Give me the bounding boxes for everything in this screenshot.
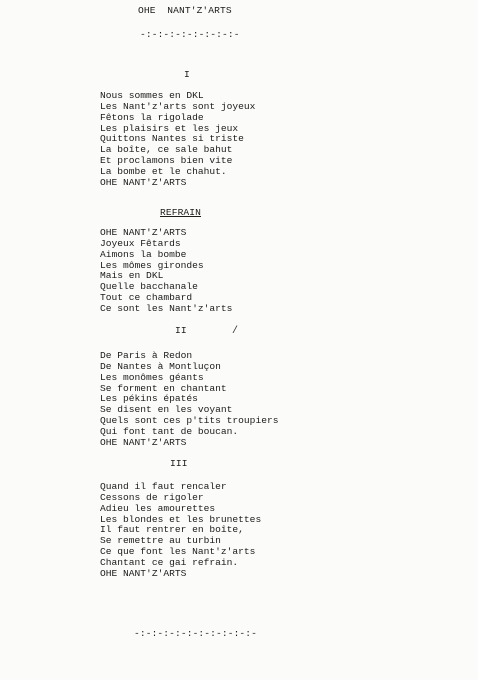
verse-line: OHE NANT'Z'ARTS: [100, 436, 187, 448]
verse-line: Ce que font les Nant'z'arts: [100, 546, 256, 558]
verse-line: Quittons Nantes si triste: [100, 133, 244, 145]
pen-mark: /: [232, 326, 239, 337]
verse-numeral-1: I: [184, 69, 190, 80]
verse-line: Se remettre au turbin: [100, 535, 221, 547]
verse-line: La bombe et le chahut.: [100, 165, 227, 177]
verse-line: Les pékins épatés: [100, 393, 198, 405]
verse-line: Quels sont ces p'tits troupiers: [100, 415, 279, 427]
verse-line: De Nantes à Montluçon: [100, 360, 221, 372]
verse-numeral-2: II: [175, 325, 187, 336]
verse-1: [100, 91, 255, 189]
verse-line: Les plaisirs et les jeux: [100, 122, 239, 134]
refrain-line: Joyeux Fêtards: [100, 237, 181, 249]
refrain-line: OHE NANT'Z'ARTS: [100, 227, 187, 238]
refrain-line: Tout ce chambard: [100, 292, 193, 304]
song-title: OHE NANT'Z'ARTS: [138, 5, 232, 16]
verse-line: Adieu les amourettes: [100, 502, 216, 514]
refrain-line: Mais en DKL: [100, 270, 164, 282]
separator-top: -:-:-:-:-:-:-:-:-: [140, 29, 240, 40]
verse-line: Se disent en les voyant: [100, 404, 233, 416]
refrain-line: Ce sont les Nant'z'arts: [100, 302, 233, 314]
separator-bottom: -:-:-:-:-:-:-:-:-:-:-: [134, 628, 258, 639]
refrain-heading: REFRAIN: [160, 207, 202, 218]
verse-line: Les monômes géants: [100, 371, 204, 383]
verse-line: Nous sommes en DKL: [100, 90, 204, 101]
verse-line: Cessons de rigoler: [100, 491, 204, 503]
verse-2: [100, 351, 278, 449]
verse-line: Chantant ce gai refrain.: [100, 556, 239, 568]
verse-line: OHE NANT'Z'ARTS: [100, 176, 187, 188]
verse-numeral-3: III: [170, 458, 188, 469]
verse-line: Les Nant'z'arts sont joyeux: [100, 100, 256, 112]
verse-line: Fêtons la rigolade: [100, 111, 204, 123]
verse-line: Quand il faut rencaler: [100, 481, 227, 492]
verse-line: OHE NANT'Z'ARTS: [100, 567, 187, 579]
verse-line: Se forment en chantant: [100, 382, 227, 394]
refrain-line: Aimons la bombe: [100, 248, 187, 260]
verse-line: La boîte, ce sale bahut: [100, 144, 233, 156]
verse-line: Les blondes et les brunettes: [100, 513, 262, 525]
verse-line: Qui font tant de boucan.: [100, 425, 239, 437]
verse-line: De Paris à Redon: [100, 350, 193, 361]
refrain-line: Quelle bacchanale: [100, 281, 198, 293]
verse-line: Il faut rentrer en boîte,: [100, 524, 244, 536]
refrain-block: [100, 228, 232, 315]
verse-3: [100, 482, 261, 580]
refrain-line: Les mômes girondes: [100, 259, 204, 271]
verse-line: Et proclamons bien vite: [100, 155, 233, 167]
